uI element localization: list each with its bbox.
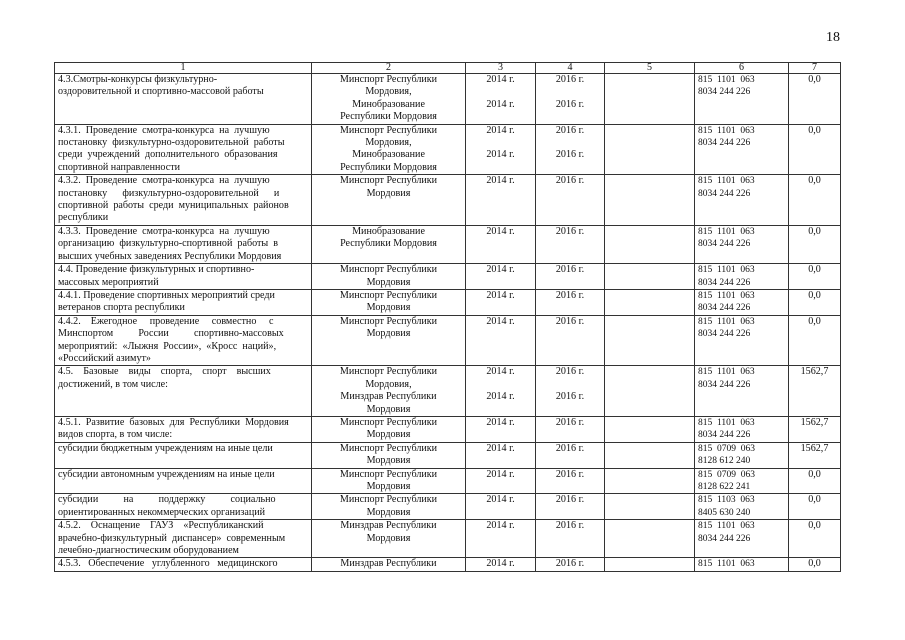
amount-cell: 0,0 [789,124,841,175]
responsible-executor-cell-line: Минздрав Республики [340,520,437,532]
budget-code-cell [695,494,789,520]
event-description-cell-line: спортивной работы среди муниципальных районов [58,200,289,212]
end-year-cell-line: 2016 г. [555,98,585,110]
event-description-cell-line: Минспортом России спортивно-массовых [58,328,284,340]
start-year-cell-line: 2014 г. [486,124,515,136]
table-row [55,264,841,290]
responsible-executor-cell-line: Мордовия [366,302,411,314]
empty-column-cell [605,175,695,226]
event-description-cell-line: 4.5.3. Обеспечение углубленного медицинского [58,558,278,570]
budget-code-cell-line: 8034 244 226 [698,303,751,314]
responsible-executor-cell [312,366,466,417]
responsible-executor-cell [312,225,466,263]
budget-code-cell-line: 8034 244 226 [698,533,751,544]
start-year-cell-line: 2014 г. [486,289,515,301]
start-year-cell [466,520,536,558]
start-year-cell [466,558,536,571]
responsible-executor-cell-line: Мордовия [366,328,411,340]
table-row [55,494,841,520]
budget-code-cell-line: 8034 244 226 [698,277,751,288]
table-body [55,74,841,572]
event-description-cell-line: 4.4.2. Ежегодное проведение совместно с [58,315,274,327]
start-year-cell [466,264,536,290]
table-row [55,558,841,571]
column-number-row [55,63,841,74]
budget-code-cell [695,264,789,290]
responsible-executor-cell-line: Мордовия [366,403,411,415]
start-year-cell-line: 2014 г. [486,98,515,110]
responsible-executor-cell-line: Минспорт Республики [339,124,438,136]
budget-code-cell [695,315,789,366]
responsible-executor-cell-line: Минобразование [352,225,425,237]
responsible-executor-cell [312,289,466,315]
end-year-cell-line: 2016 г. [555,124,585,136]
event-description-cell [55,264,312,290]
empty-column-cell [605,558,695,571]
table-row [55,74,841,125]
end-year-cell-line: 2016 г. [555,225,585,237]
end-year-cell [536,558,605,571]
start-year-cell [466,416,536,442]
budget-code-cell [695,442,789,468]
end-year-cell-line: 2016 г. [555,289,585,301]
end-year-cell [536,175,605,226]
amount-cell: 0,0 [789,520,841,558]
event-description-cell-line: 4.4.1. Проведение спортивных мероприятий среди [58,289,275,301]
column-number-3: 3 [466,63,536,74]
responsible-executor-cell-line: Минобразование [352,98,425,110]
responsible-executor-cell-line: Мордовия [366,276,411,288]
event-description-cell-line: 4.3.1. Проведение смотра-конкурса на лучшую [58,124,270,136]
responsible-executor-cell-line: Минспорт Республики [339,289,438,301]
budget-code-cell [695,366,789,417]
budget-code-cell-line: 8034 244 226 [698,329,751,340]
responsible-executor-cell-line: Республики Мордовия [340,161,437,173]
table-row [55,442,841,468]
event-description-cell-line: 4.4. Проведение физкультурных и спортивно- [58,264,255,276]
responsible-executor-cell-line: Мордовия [366,455,411,467]
end-year-cell-line: 2016 г. [555,391,585,403]
event-description-cell-line: достижений, в том числе: [58,378,168,390]
budget-code-cell [695,175,789,226]
budget-code-cell-line: 8034 244 226 [698,430,751,441]
responsible-executor-cell-line: Минспорт Республики [339,74,438,85]
event-description-cell-line: оздоровительной и спортивно-массовой работы [58,86,264,98]
event-description-cell [55,494,312,520]
responsible-executor-cell [312,74,466,125]
responsible-executor-cell-line: Республики Мордовия [340,238,437,250]
budget-code-cell [695,124,789,175]
budget-code-cell [695,468,789,494]
event-description-cell-line: республики [58,212,109,224]
program-table [54,62,841,572]
responsible-executor-cell [312,558,466,571]
budget-code-cell-line: 815 1101 063 [698,125,755,136]
responsible-executor-cell-line: Минспорт Республики [339,175,438,187]
end-year-cell [536,468,605,494]
event-description-cell [55,175,312,226]
budget-code-cell-line: 815 1101 063 [698,521,755,532]
table-row [55,289,841,315]
end-year-cell-line: 2016 г. [555,416,585,428]
event-description-cell-line: субсидии на поддержку социально [58,494,276,506]
event-description-cell [55,468,312,494]
responsible-executor-cell-line: Минздрав Республики [340,558,437,570]
start-year-cell-line: 2014 г. [486,558,515,570]
empty-column-cell [605,494,695,520]
budget-code-cell [695,225,789,263]
end-year-cell [536,494,605,520]
responsible-executor-cell [312,175,466,226]
responsible-executor-cell-line: Республики Мордовия [340,111,437,123]
amount-cell: 1562,7 [789,416,841,442]
column-number-7: 7 [789,63,841,74]
end-year-cell [536,416,605,442]
amount-cell: 0,0 [789,264,841,290]
end-year-cell [536,124,605,175]
responsible-executor-cell-line: Минобразование [352,149,425,161]
responsible-executor-cell [312,494,466,520]
amount-cell: 0,0 [789,289,841,315]
event-description-cell-line: 4.3.2. Проведение смотра-конкурса на лучшую [58,175,270,187]
start-year-cell-line: 2014 г. [486,366,515,378]
event-description-cell [55,520,312,558]
budget-code-cell-line: 8034 244 226 [698,188,751,199]
empty-column-cell [605,225,695,263]
empty-column-cell [605,264,695,290]
page-number: 18 [826,30,840,45]
table-row [55,175,841,226]
responsible-executor-cell-line: Минспорт Республики [339,468,438,480]
responsible-executor-cell [312,264,466,290]
event-description-cell-line: субсидии автономным учреждениям на иные цели [58,468,275,480]
budget-code-cell-line: 815 1101 063 [698,265,755,276]
amount-cell: 1562,7 [789,366,841,417]
amount-cell: 0,0 [789,558,841,571]
event-description-cell-line: 4.5.2. Оснащение ГАУЗ «Республиканский [58,520,264,532]
responsible-executor-cell-line: Минспорт Республики [339,315,438,327]
budget-code-cell-line: 815 1101 063 [698,367,755,378]
event-description-cell-line: организацию физкультурно-спортивной работы в [58,238,279,250]
event-description-cell [55,366,312,417]
start-year-cell [466,366,536,417]
responsible-executor-cell-line: Мордовия [366,429,411,441]
budget-code-cell-line: 815 0709 063 [698,443,755,454]
budget-code-cell-line: 8128 622 241 [698,482,751,492]
end-year-cell-line: 2016 г. [555,366,585,378]
event-description-cell [55,558,312,571]
start-year-cell-line: 2014 г. [486,520,515,532]
start-year-cell-line: 2014 г. [486,416,515,428]
budget-code-cell-line: 815 1101 063 [698,316,755,327]
start-year-cell-line: 2014 г. [486,149,515,161]
event-description-cell [55,315,312,366]
end-year-cell-line: 2016 г. [555,175,585,187]
table-row [55,225,841,263]
event-description-cell-line: ориентированных некоммерческих организаций [58,506,266,518]
column-number-4: 4 [536,63,605,74]
event-description-cell [55,225,312,263]
budget-code-cell-line: 815 1103 063 [698,495,755,506]
column-number-2: 2 [312,63,466,74]
start-year-cell-line: 2014 г. [486,468,515,480]
start-year-cell-line [469,137,532,149]
event-description-cell-line: 4.5. Базовые виды спорта, спорт высших [58,366,271,378]
end-year-cell [536,366,605,417]
budget-code-cell-line: 8034 244 226 [698,87,751,98]
empty-column-cell [605,468,695,494]
empty-column-cell [605,124,695,175]
start-year-cell [466,175,536,226]
responsible-executor-cell-line: Минспорт Республики [339,366,438,378]
start-year-cell [466,468,536,494]
event-description-cell-line: видов спорта, в том числе: [58,429,173,441]
start-year-cell [466,289,536,315]
budget-code-cell [695,289,789,315]
end-year-cell-line [539,379,601,391]
responsible-executor-cell [312,315,466,366]
start-year-cell-line: 2014 г. [486,74,515,85]
start-year-cell [466,442,536,468]
responsible-executor-cell-line: Мордовия, [365,137,412,149]
start-year-cell [466,494,536,520]
event-description-cell-line: «Российский азимут» [58,352,151,364]
empty-column-cell [605,442,695,468]
budget-code-cell-line: 815 1101 063 [698,226,755,237]
budget-code-cell-line: 8128 612 240 [698,456,751,467]
start-year-cell-line: 2014 г. [486,442,515,454]
amount-cell: 0,0 [789,225,841,263]
end-year-cell [536,264,605,290]
event-description-cell [55,289,312,315]
responsible-executor-cell-line: Мордовия [366,481,411,492]
start-year-cell [466,315,536,366]
end-year-cell-line: 2016 г. [555,264,585,276]
start-year-cell [466,74,536,125]
table-row [55,366,841,417]
event-description-cell [55,442,312,468]
responsible-executor-cell [312,442,466,468]
empty-column-cell [605,520,695,558]
table-row [55,468,841,494]
budget-code-cell-line: 8034 244 226 [698,138,751,149]
event-description-cell-line: среди учреждений дополнительного образования [58,149,278,161]
event-description-cell-line: ветеранов спорта республики [58,302,185,314]
responsible-executor-cell [312,416,466,442]
end-year-cell-line: 2016 г. [555,494,585,506]
amount-cell: 0,0 [789,74,841,125]
end-year-cell-line: 2016 г. [555,468,585,480]
budget-code-cell-line: 815 1101 063 [698,75,755,85]
end-year-cell-line [539,137,601,149]
responsible-executor-cell-line: Мордовия [366,532,411,544]
start-year-cell-line: 2014 г. [486,315,515,327]
responsible-executor-cell-line: Мордовия, [365,86,412,98]
end-year-cell [536,74,605,125]
empty-column-cell [605,315,695,366]
table-row [55,416,841,442]
budget-code-cell [695,74,789,125]
amount-cell: 0,0 [789,315,841,366]
event-description-cell-line: врачебно-физкультурный диспансер» современным [58,532,286,544]
event-description-cell-line: 4.5.1. Развитие базовых для Республики Мордовия [58,416,289,428]
budget-code-cell-line: 815 1101 063 [698,176,755,187]
table-row [55,124,841,175]
start-year-cell [466,124,536,175]
empty-column-cell [605,289,695,315]
event-description-cell-line: массовых мероприятий [58,276,159,288]
start-year-cell-line [469,379,532,391]
event-description-cell-line: высших учебных заведениях Республики Мордовия [58,250,282,262]
event-description-cell-line: спортивной направленности [58,161,181,173]
responsible-executor-cell-line: Минспорт Республики [339,494,438,506]
start-year-cell-line: 2014 г. [486,264,515,276]
budget-code-cell-line: 815 0709 063 [698,469,755,480]
empty-column-cell [605,74,695,125]
responsible-executor-cell-line: Мордовия [366,187,411,199]
end-year-cell [536,289,605,315]
event-description-cell-line: постановку физкультурно-оздоровительной работы [58,137,285,149]
event-description-cell [55,416,312,442]
responsible-executor-cell-line: Мордовия [366,506,411,518]
responsible-executor-cell [312,468,466,494]
column-number-1: 1 [55,63,312,74]
event-description-cell-line: лечебно-диагностическим оборудованием [58,545,239,557]
end-year-cell [536,225,605,263]
end-year-cell-line: 2016 г. [555,520,585,532]
responsible-executor-cell-line: Минспорт Республики [339,442,438,454]
budget-code-cell [695,520,789,558]
budget-code-cell [695,416,789,442]
start-year-cell-line: 2014 г. [486,225,515,237]
column-number-6: 6 [695,63,789,74]
end-year-cell-line: 2016 г. [555,442,585,454]
responsible-executor-cell-line: Минспорт Республики [339,264,438,276]
table-row [55,315,841,366]
budget-code-cell-line: 8034 244 226 [698,239,751,250]
budget-code-cell [695,558,789,571]
end-year-cell-line: 2016 г. [555,74,585,85]
budget-code-cell-line: 8034 244 226 [698,379,751,390]
end-year-cell [536,442,605,468]
start-year-cell [466,225,536,263]
responsible-executor-cell-line: Минспорт Республики [339,416,438,428]
column-number-5: 5 [605,63,695,74]
budget-code-cell-line: 815 1101 063 [698,417,755,428]
start-year-cell-line: 2014 г. [486,494,515,506]
event-description-cell-line: 4.3.3. Проведение смотра-конкурса на лучшую [58,225,270,237]
end-year-cell-line: 2016 г. [555,149,585,161]
amount-cell: 0,0 [789,468,841,494]
responsible-executor-cell [312,520,466,558]
start-year-cell-line: 2014 г. [486,391,515,403]
budget-code-cell-line: 815 1101 063 [698,559,755,570]
end-year-cell-line: 2016 г. [555,315,585,327]
end-year-cell-line: 2016 г. [555,558,585,570]
start-year-cell-line [469,86,532,98]
budget-code-cell-line: 8405 630 240 [698,507,751,518]
event-description-cell-line: мероприятий: «Лыжня России», «Кросс наций», [58,340,277,352]
event-description-cell-line: субсидии бюджетным учреждениям на иные цели [58,442,273,454]
budget-code-cell-line: 815 1101 063 [698,290,755,301]
empty-column-cell [605,366,695,417]
responsible-executor-cell-line: Минздрав Республики [340,391,437,403]
end-year-cell-line [539,86,601,98]
amount-cell: 0,0 [789,175,841,226]
amount-cell: 0,0 [789,494,841,520]
event-description-cell-line: 4.3.Смотры-конкурсы физкультурно- [58,74,218,85]
amount-cell: 1562,7 [789,442,841,468]
end-year-cell [536,315,605,366]
responsible-executor-cell-line: Мордовия, [365,378,412,390]
empty-column-cell [605,416,695,442]
responsible-executor-cell [312,124,466,175]
event-description-cell-line: постановку физкультурно-оздоровительной и [58,187,280,199]
table-row [55,520,841,558]
start-year-cell-line: 2014 г. [486,175,515,187]
end-year-cell [536,520,605,558]
event-description-cell [55,124,312,175]
event-description-cell [55,74,312,125]
